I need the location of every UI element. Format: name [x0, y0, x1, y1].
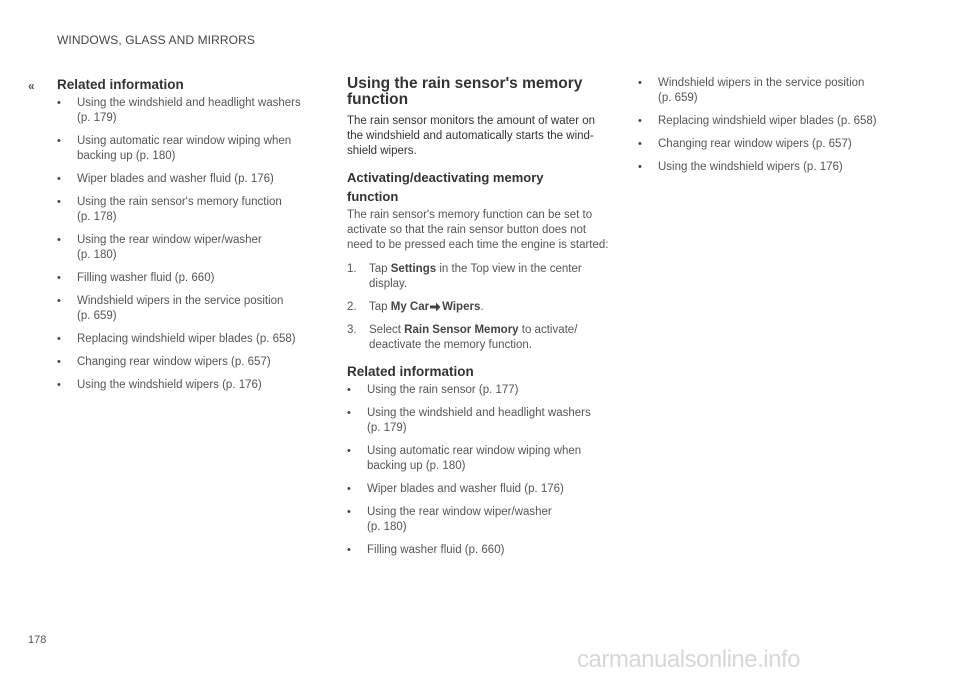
bullet-icon: •	[347, 483, 351, 495]
related-links-list	[638, 76, 900, 175]
column-right	[638, 76, 900, 183]
section-intro: The rain sensor monitors the amount of water on the windshield and automatically starts the wind-shield wipers.	[347, 115, 596, 157]
bullet-icon: •	[638, 161, 642, 173]
continued-mark-icon: «	[28, 79, 33, 93]
related-link[interactable]: • Replacing windshield wiper blades (p. 658)	[638, 115, 877, 127]
related-link[interactable]: • Using the rain sensor (p. 177)	[347, 384, 519, 396]
bullet-icon: •	[347, 384, 351, 396]
bullet-icon: •	[57, 135, 61, 147]
related-information-heading: Related information	[57, 77, 184, 92]
related-link[interactable]: • Using the windshield wipers (p. 176)	[638, 161, 843, 173]
related-link[interactable]: • Using the windshield and headlight washers (p. 179)	[347, 407, 591, 434]
bullet-icon: •	[347, 544, 351, 556]
bullet-icon: •	[638, 115, 642, 127]
bullet-icon: •	[347, 506, 351, 518]
arrow-right-icon	[430, 302, 441, 312]
related-link[interactable]: • Using the rear window wiper/washer (p. 180)	[347, 506, 552, 533]
my-car-keyword: My Car	[390, 301, 430, 313]
running-header: WINDOWS, GLASS AND MIRRORS	[57, 33, 255, 47]
related-link[interactable]: • Using the rear window wiper/washer (p. 180)	[57, 234, 262, 261]
related-link[interactable]: • Changing rear window wipers (p. 657)	[638, 138, 852, 150]
related-link[interactable]: • Using the windshield and headlight washers (p. 179)	[57, 97, 301, 124]
column-left	[57, 76, 319, 401]
bullet-icon: •	[57, 356, 61, 368]
rain-sensor-memory-keyword: Rain Sensor Memory	[404, 324, 519, 336]
related-link[interactable]: • Replacing windshield wiper blades (p. 658)	[57, 333, 296, 345]
related-link[interactable]: • Using automatic rear window wiping when backing up (p. 180)	[57, 135, 292, 162]
step-item: 1. Tap Settings in the Top view in the center display.	[347, 263, 582, 290]
wipers-keyword: Wipers	[442, 301, 481, 313]
related-link[interactable]: • Changing rear window wipers (p. 657)	[57, 356, 271, 368]
related-link[interactable]: • Wiper blades and washer fluid (p. 176)	[57, 173, 274, 185]
related-link[interactable]: • Using the windshield wipers (p. 176)	[57, 379, 262, 391]
bullet-icon: •	[347, 445, 351, 457]
related-link[interactable]: • Windshield wipers in the service position (p. 659)	[57, 295, 284, 322]
bullet-icon: •	[57, 97, 61, 109]
related-link[interactable]: • Using the rain sensor's memory function (p. 178)	[57, 196, 282, 223]
related-information-heading: Related information	[347, 364, 474, 379]
bullet-icon: •	[57, 295, 61, 307]
bullet-icon: •	[638, 77, 642, 89]
bullet-icon: •	[57, 234, 61, 246]
subsection-title: Activating/deactivating memory function	[347, 170, 544, 204]
column-middle	[347, 76, 613, 566]
settings-keyword: Settings	[390, 263, 437, 275]
related-link[interactable]: • Windshield wipers in the service position (p. 659)	[638, 77, 865, 104]
related-links-list	[347, 383, 613, 558]
bullet-icon: •	[347, 407, 351, 419]
step-item: 2. Tap My Car Wipers.	[347, 301, 484, 313]
bullet-icon: •	[57, 173, 61, 185]
related-link[interactable]: • Filling washer fluid (p. 660)	[57, 272, 215, 284]
bullet-icon: •	[57, 379, 61, 391]
bullet-icon: •	[57, 196, 61, 208]
watermark: carmanualsonline.info	[577, 646, 800, 673]
bullet-icon: •	[638, 138, 642, 150]
related-link[interactable]: • Using automatic rear window wiping when backing up (p. 180)	[347, 445, 582, 472]
section-title: Using the rain sensor's memory function	[347, 75, 583, 108]
related-link[interactable]: • Filling washer fluid (p. 660)	[347, 544, 505, 556]
bullet-icon: •	[57, 333, 61, 345]
subsection-body: The rain sensor's memory function can be set to activate so that the rain sensor button does not need to be pressed each time the engine is started:	[347, 209, 609, 251]
page-number: 178	[28, 634, 47, 646]
steps-list	[347, 262, 613, 353]
related-link[interactable]: • Wiper blades and washer fluid (p. 176)	[347, 483, 564, 495]
step-item: 3. Select Rain Sensor Memory to activate/ deactivate the memory function.	[347, 324, 578, 351]
bullet-icon: •	[57, 272, 61, 284]
related-links-list	[57, 96, 319, 393]
